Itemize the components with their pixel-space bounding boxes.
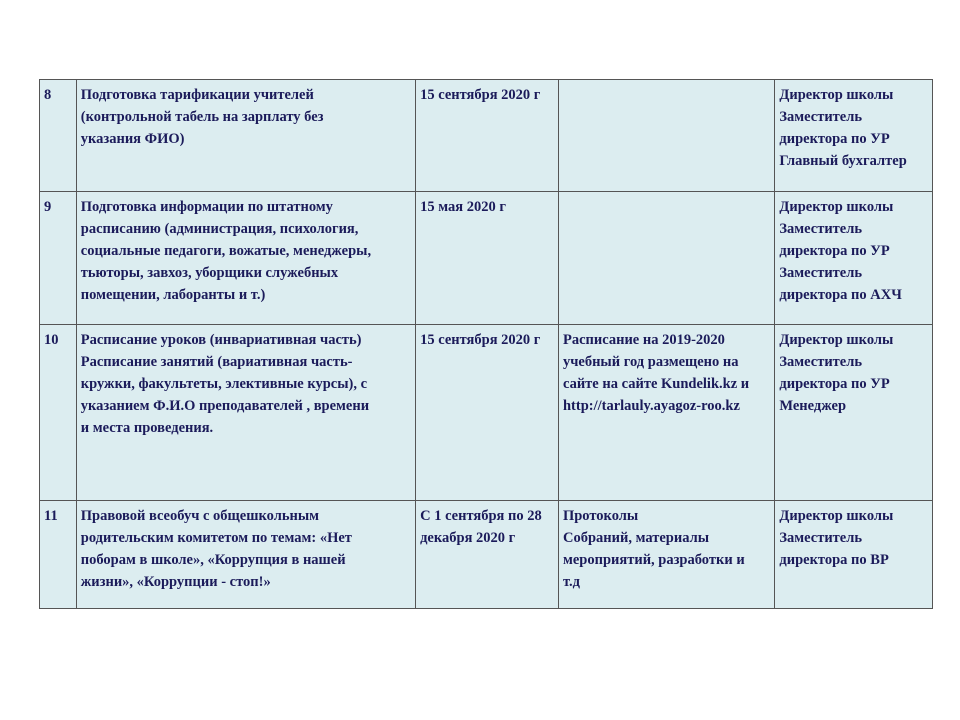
responsible-line: Заместитель — [779, 221, 863, 237]
task-line: указания ФИО) — [80, 131, 185, 147]
result-line: учебный год размещено на — [562, 354, 739, 370]
task-line: Подготовка тарификации учителей — [80, 87, 314, 103]
result-line: Собраний, материалы — [562, 530, 710, 546]
task-line: родительским комитетом по темам: «Нет — [80, 530, 352, 546]
task-cell — [76, 80, 415, 192]
task-cell — [76, 325, 415, 501]
task-line: (контрольной табель на зарплату без — [80, 109, 324, 125]
row-number: 9 — [44, 199, 52, 215]
row-number: 11 — [44, 508, 58, 524]
responsible-line: директора по АХЧ — [779, 287, 902, 303]
responsible-cell — [775, 501, 933, 609]
task-cell — [76, 501, 415, 609]
task-line: Расписание занятий (вариативная часть- — [80, 354, 353, 370]
result-cell — [558, 325, 774, 501]
date-line: декабря 2020 г — [420, 530, 516, 546]
row-number: 10 — [44, 332, 59, 348]
task-line: Подготовка информации по штатному — [80, 199, 333, 215]
responsible-line: Заместитель — [779, 530, 863, 546]
row-number-cell — [40, 192, 77, 325]
task-cell — [76, 192, 415, 325]
row-number-cell — [40, 80, 77, 192]
date-cell — [416, 325, 559, 501]
task-line: Расписание уроков (инвариативная часть) — [80, 332, 362, 348]
responsible-line: Менеджер — [779, 398, 847, 414]
result-line: http://tarlauly.ayagoz-roo.kz — [562, 398, 740, 414]
date-line: 15 сентября 2020 г — [420, 332, 541, 348]
responsible-line: директора по ВР — [779, 552, 889, 568]
task-line: указанием Ф.И.О преподавателей , времени — [80, 398, 370, 414]
task-line: социальные педагоги, вожатые, менеджеры, — [80, 243, 372, 259]
row-number-cell — [40, 501, 77, 609]
responsible-cell — [775, 192, 933, 325]
responsible-line: директора по УР — [779, 243, 890, 259]
date-cell — [416, 80, 559, 192]
date-cell — [416, 192, 559, 325]
task-line: тьюторы, завхоз, уборщики служебных — [80, 265, 339, 281]
task-line: поборам в школе», «Коррупция в нашей — [80, 552, 346, 568]
result-line: мероприятий, разработки и — [562, 552, 745, 568]
date-cell — [416, 501, 559, 609]
date-line: 15 мая 2020 г — [420, 199, 506, 215]
responsible-cell — [775, 325, 933, 501]
date-line: 15 сентября 2020 г — [420, 87, 541, 103]
table-row — [40, 192, 933, 325]
table-row — [40, 325, 933, 501]
table-row — [40, 80, 933, 192]
result-cell — [558, 501, 774, 609]
responsible-line: Директор школы — [779, 508, 894, 524]
task-line: Правовой всеобуч с общешкольным — [80, 508, 320, 524]
task-line: кружки, факультеты, элективные курсы), с — [80, 376, 368, 392]
responsible-line: Заместитель — [779, 265, 863, 281]
task-line: помещении, лаборанты и т.) — [80, 287, 266, 303]
row-number: 8 — [44, 87, 52, 103]
responsible-line: Директор школы — [779, 332, 894, 348]
responsible-line: Заместитель — [779, 354, 863, 370]
responsible-line: Директор школы — [779, 87, 894, 103]
result-line: т.д — [562, 574, 580, 590]
task-line: жизни», «Коррупции - стоп!» — [80, 574, 271, 590]
plan-table — [39, 79, 933, 609]
responsible-line: Директор школы — [779, 199, 894, 215]
row-number-cell — [40, 325, 77, 501]
result-line: Протоколы — [562, 508, 639, 524]
task-line: расписанию (администрация, психология, — [80, 221, 359, 237]
responsible-line: директора по УР — [779, 131, 890, 147]
result-line: сайте на сайте Kundelik.kz и — [562, 376, 750, 392]
responsible-line: Главный бухгалтер — [779, 153, 907, 169]
result-cell — [558, 80, 774, 192]
responsible-line: Заместитель — [779, 109, 863, 125]
result-cell — [558, 192, 774, 325]
result-line: Расписание на 2019-2020 — [562, 332, 725, 348]
responsible-line: директора по УР — [779, 376, 890, 392]
date-line: С 1 сентября по 28 — [420, 508, 542, 524]
table-row — [40, 501, 933, 609]
task-line: и места проведения. — [80, 420, 214, 436]
responsible-cell — [775, 80, 933, 192]
